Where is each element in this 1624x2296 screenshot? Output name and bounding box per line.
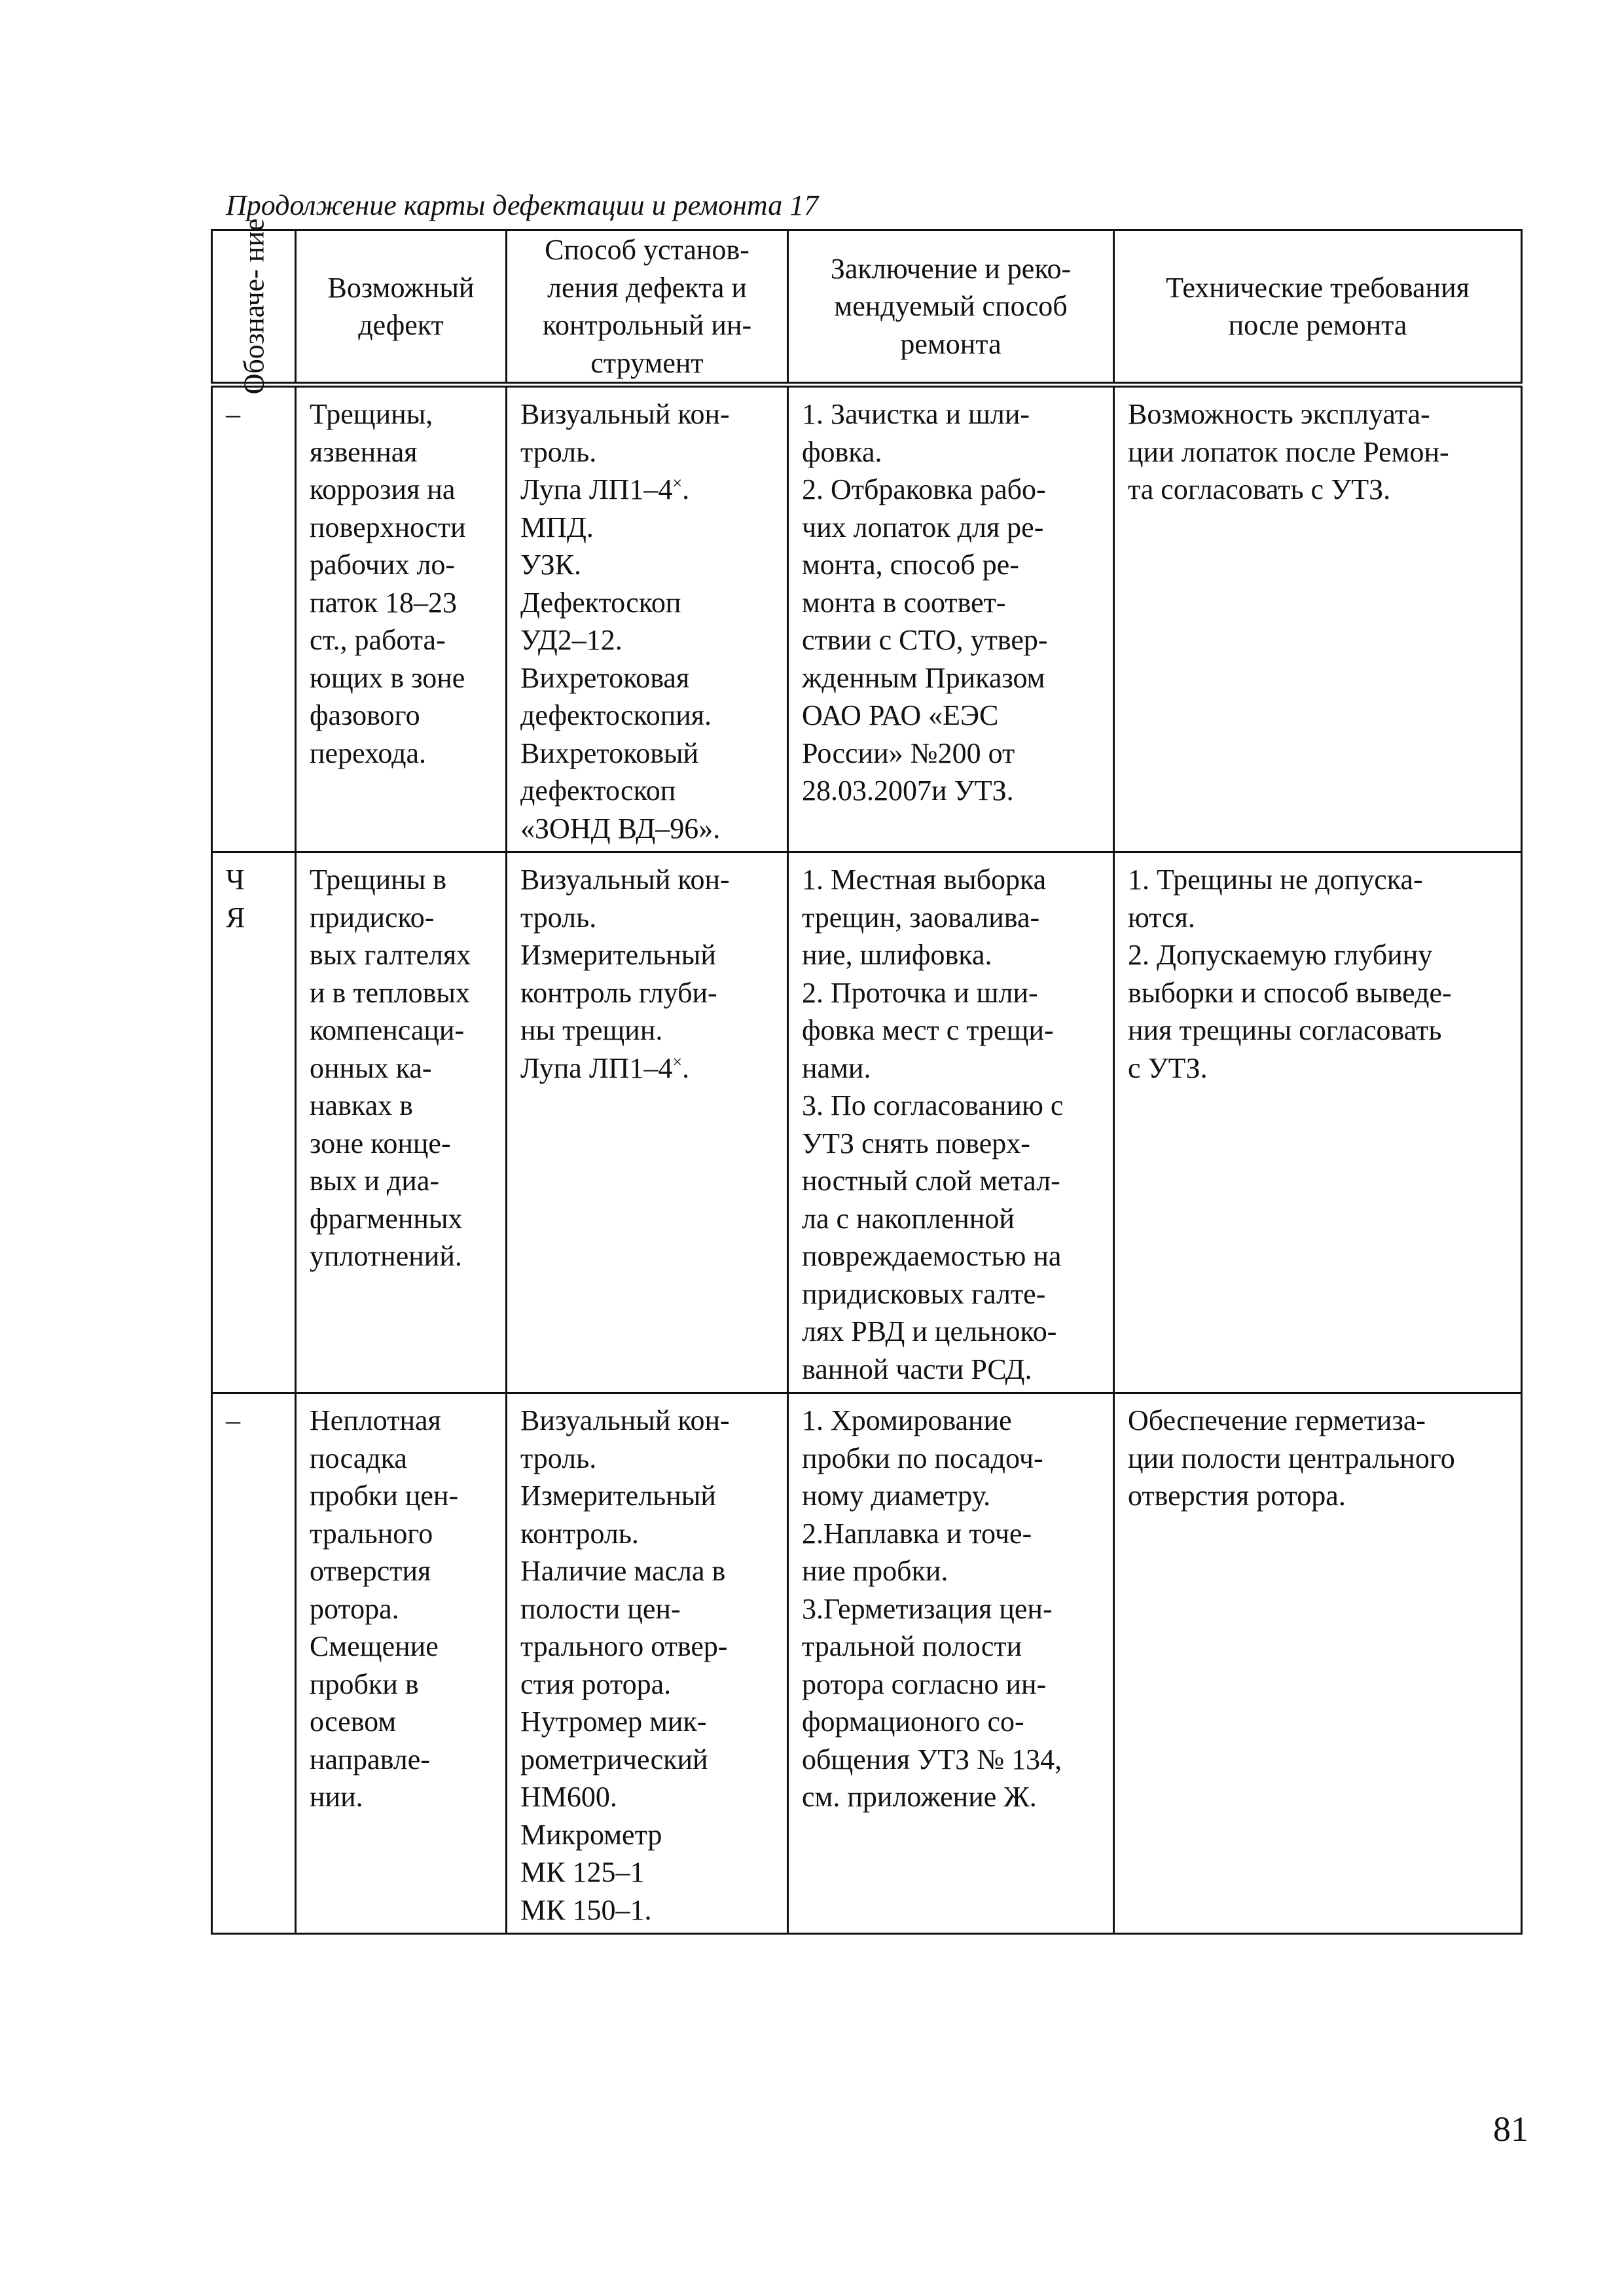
method-text: Визуальный кон- троль. Лупа ЛП1–4 xyxy=(520,398,730,505)
cell-designation: – xyxy=(212,1393,296,1934)
cell-requirements: Возможность эксплуата- ции лопаток после Ремон- та согласовать с УТЗ. xyxy=(1114,385,1522,852)
method-text-cont: . xyxy=(682,1051,690,1084)
header-requirements: Технические требования после ремонта xyxy=(1114,230,1522,385)
method-superscript: × xyxy=(672,473,683,493)
header-designation-text: Обозначе- ние xyxy=(238,218,270,395)
cell-designation: – xyxy=(212,385,296,852)
cell-conclusion: 1. Хромирование пробки по посадоч- ному диаметру. 2.Наплавка и точе- ние пробки. 3.Герметизация цен- тральной полости ротора согласно ин- формационого со- общения УТЗ № 134, см. приложение Ж. xyxy=(788,1393,1114,1934)
method-text: Визуальный кон- троль. Измерительный контроль глуби- ны трещин. Лупа ЛП1–4 xyxy=(520,864,730,1084)
cell-designation: Ч Я xyxy=(212,852,296,1393)
method-superscript: × xyxy=(672,1051,683,1071)
table-row xyxy=(212,1393,1522,1934)
cell-method xyxy=(507,852,788,1393)
header-conclusion: Заключение и реко- мендуемый способ ремонта xyxy=(788,230,1114,385)
table-header-row xyxy=(212,230,1522,385)
table-row xyxy=(212,385,1522,852)
cell-method xyxy=(507,385,788,852)
table-row xyxy=(212,852,1522,1393)
cell-method xyxy=(507,1393,788,1934)
header-defect: Возможный дефект xyxy=(296,230,507,385)
cell-defect: Неплотная посадка пробки цен- трального отверстия ротора. Смещение пробки в осевом направле- нии. xyxy=(296,1393,507,1934)
method-text: Визуальный кон- троль. Измерительный контроль. Наличие масла в полости цен- трального отвер- стия ротора. Нутромер мик- рометрический НМ600. Микрометр МК 125–1 МК 150–1. xyxy=(520,1404,730,1926)
cell-defect: Трещины в придиско- вых галтелях и в тепловых компенсаци- онных ка- навках в зоне конце- вых и диа- фрагменных уплотнений. xyxy=(296,852,507,1393)
cell-defect: Трещины, язвенная коррозия на поверхности рабочих ло- паток 18–23 ст., работа- ющих в зоне фазового перехода. xyxy=(296,385,507,852)
table-caption: Продолжение карты дефектации и ремонта 17 xyxy=(226,189,819,221)
header-designation xyxy=(212,218,296,395)
method-text-cont: . МПД. УЗК. Дефектоскоп УД2–12. Вихретоковая дефектоскопия. Вихретоковый дефектоскоп «ЗОНД ВД–96». xyxy=(520,473,721,845)
cell-conclusion: 1. Зачистка и шли- фовка. 2. Отбраковка рабо- чих лопаток для ре- монта, способ ре- монта в соответ- ствии с СТО, утвер- жденным Приказом ОАО РАО «ЕЭС России» №200 от 28.03.2007и УТЗ. xyxy=(788,385,1114,852)
cell-conclusion: 1. Местная выборка трещин, заовалива- ние, шлифовка. 2. Проточка и шли- фовка мест с трещи- нами. 3. По согласованию с УТЗ снять поверх- ностный слой метал- ла с накопленной повреждаемостью на придисковых галте- лях РВД и цельноко- ванной части РСД. xyxy=(788,852,1114,1393)
header-method: Способ установ- ления дефекта и контрольный ин- струмент xyxy=(507,230,788,385)
cell-requirements: Обеспечение герметиза- ции полости центрального отверстия ротора. xyxy=(1114,1393,1522,1934)
defect-repair-table xyxy=(211,218,1523,1935)
cell-requirements: 1. Трещины не допуска- ются. 2. Допускаемую глубину выборки и способ выведе- ния трещины согласовать с УТЗ. xyxy=(1114,852,1522,1393)
page-number: 81 xyxy=(1493,2109,1528,2149)
